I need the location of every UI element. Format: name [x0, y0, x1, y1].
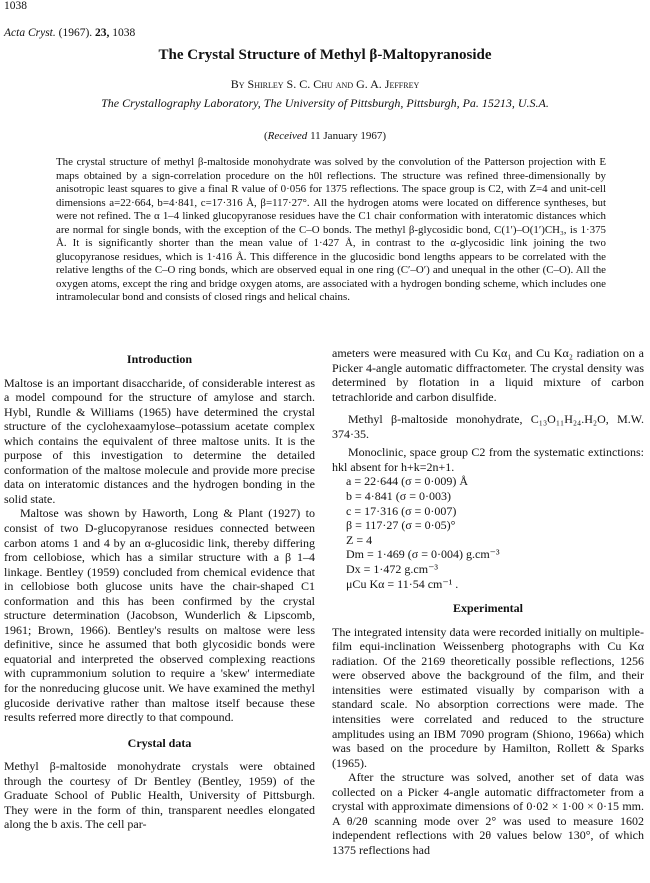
param-b: b = 4·841 (σ = 0·003): [346, 488, 451, 503]
crystal-formula: Methyl β-maltoside monohydrate, C₁₃O₁₁H₂₄.H₂O, M.W. 374·35.: [332, 412, 644, 441]
param-c: c = 17·316 (σ = 0·007): [346, 503, 457, 518]
journal-page: 1038: [112, 27, 136, 39]
journal-citation: [4, 27, 135, 39]
heading-crystal-data: Crystal data: [127, 735, 192, 750]
journal-name: Acta Cryst.: [4, 27, 56, 39]
param-beta: β = 117·27 (σ = 0·05)°: [346, 518, 456, 533]
param-mu: μCu Kα = 11·54 cm⁻¹ .: [346, 576, 459, 591]
param-dx: Dx = 1·472 g.cm⁻³: [346, 561, 439, 576]
heading-introduction: Introduction: [126, 352, 193, 366]
space-group: Monoclinic, space group C2 from the systematic extinctions: hkl absent for h+k=2n+1.: [332, 445, 644, 474]
affiliation: The Crystallography Laboratory, The University of Pittsburgh, Pittsburgh, Pa. 15213, U.S.A.: [101, 96, 549, 110]
page-number: 1038: [4, 0, 27, 12]
left-column: [4, 352, 315, 832]
experimental-paragraph-2: After the structure was solved, another set of data was collected on a Picker 4-angle automatic diffractometer from a crystal with approximate dimensions of 0·02 × 1·00 × 0·15 mm. A θ/2θ scanning mode over 2° was used to measure 1602 independent reflections with 2θ values below 130°, of which 1375 reflections had: [332, 770, 644, 857]
received-value: 11 January 1967: [310, 130, 383, 142]
received-date: (Received 11 January 1967): [263, 130, 387, 142]
crystal-data-paragraph-continued: ameters were measured with Cu Kα₁ and Cu Kα₂ radiation on a Picker 4-angle automatic diffractometer. The crystal density was determined by flotation in a liquid mixture of carbon tetrachloride and carbon disulfide.: [332, 346, 644, 404]
abstract: The crystal structure of methyl β-maltoside monohydrate was solved by the convolution of the Patterson projection with E maps obtained by a sign-correlation procedure on the h0l reflections. The structure was refined three-dimensionally by anisotropic least squares to give a final R value of 0·056 for 1375 reflections. The space group is C2, with Z=4 and unit-cell dimensions a=22·664, b=4·841, c=17·316 Å, β=117·27°. All the hydrogen atoms were located on difference syntheses, but were not refined. The α 1–4 linked glucopyranose residues have the C1 chair conformation with interatomic distances which are normal for single bonds, with the exception of the C–O bonds. The methyl β-glycosidic bond, C(1′)–O(1′)CH₃, is 1·375 Å. It is significantly shorter than the mean value of 1·427 Å, in contrast to the α-glycosidic link joining the two glucopyranose residues, which is 1·416 Å. This difference in the glucosidic bond lengths appears to be correlated with the relative lengths of the C–O ring bonds, which are observed equal in one ring (C′–O′) and unequal in the other (C–O). All the oxygen atoms, except the ring and bridge oxygen atoms, are associated with a hydrogen bonding scheme, which includes one intramolecular bond and consists of closed rings and helical chains.: [56, 156, 606, 303]
crystal-data-paragraph-1: Methyl β-maltoside monohydrate crystals were obtained through the courtesy of Dr Bentley (Bentley, 1959) of the Graduate School of Public Health, University of Pittsburgh. They were in the form of thin, transparent needles elongated along the b axis. The cell par-: [4, 759, 315, 832]
intro-paragraph-2: Maltose was shown by Haworth, Long & Plant (1927) to consist of two D-glucopyranose residues connected between carbon atoms 1 and 4 by an α-glucosidic link, thereby differing from cellobiose, which has a similar structure with a β 1–4 linkage. Bentley (1959) concluded from chemical evidence that in cellobiose both glucose units have the chair-shaped C1 conformation and this has been confirmed by the crystal structure determination (Jacobson, Wunderlich & Lipscomb, 1961; Brown, 1966). Bentley's results on maltose were less definitive, since he assumed that both glycosidic bonds were equatorial and interpreted the observed complexing reactions with cuprammonium solution to require a 'skew' intermediate for the nonreducing glucose unit. We have examined the methyl glucoside derivative rather than maltose itself because these results referred more directly to that compound.: [4, 506, 315, 725]
cell-parameters: [332, 474, 644, 591]
right-column: [332, 346, 644, 857]
experimental-paragraph-1: The integrated intensity data were recorded initially on multiple-film equi-inclination Weissenberg photographs with Cu Kα radiation. Of the 2169 theoretically possible reflections, 1256 were observed above the background of the film, and their intensities were estimated visually by comparison with a standard scale. No absorption corrections were made. The intensities were correlated and reduced to the structure amplitudes using an IBM 7090 program (Shiono, 1966a) which was based on the procedure by Hamilton, Rollett & Sparks (1965).: [332, 624, 644, 770]
param-a: a = 22·644 (σ = 0·009) Å: [346, 474, 468, 489]
heading-experimental: Experimental: [453, 601, 523, 616]
journal-year: (1967).: [58, 27, 93, 39]
param-dm: Dm = 1·469 (σ = 0·004) g.cm⁻³: [346, 547, 500, 562]
journal-volume: 23,: [95, 27, 110, 39]
received-label: Received: [267, 130, 308, 142]
paper-title: The Crystal Structure of Methyl β-Maltopyranoside: [158, 47, 492, 63]
authors: By Shirley S. C. Chu and G. A. Jeffrey: [230, 77, 420, 91]
param-z: Z = 4: [346, 532, 373, 547]
intro-paragraph-1: Maltose is an important disaccharide, of considerable interest as a model compound for the structure of amylose and starch. Hybl, Rundle & Williams (1965) have determined the crystal structure of the cyclohexaamylose–potassium acetate complex which contains the equivalent of three maltose units. It is the purpose of this investigation to determine the detailed conformation of the maltose molecule and provide more precise data on interatomic distances and the hydrogen bonding in the solid state.: [4, 375, 315, 506]
